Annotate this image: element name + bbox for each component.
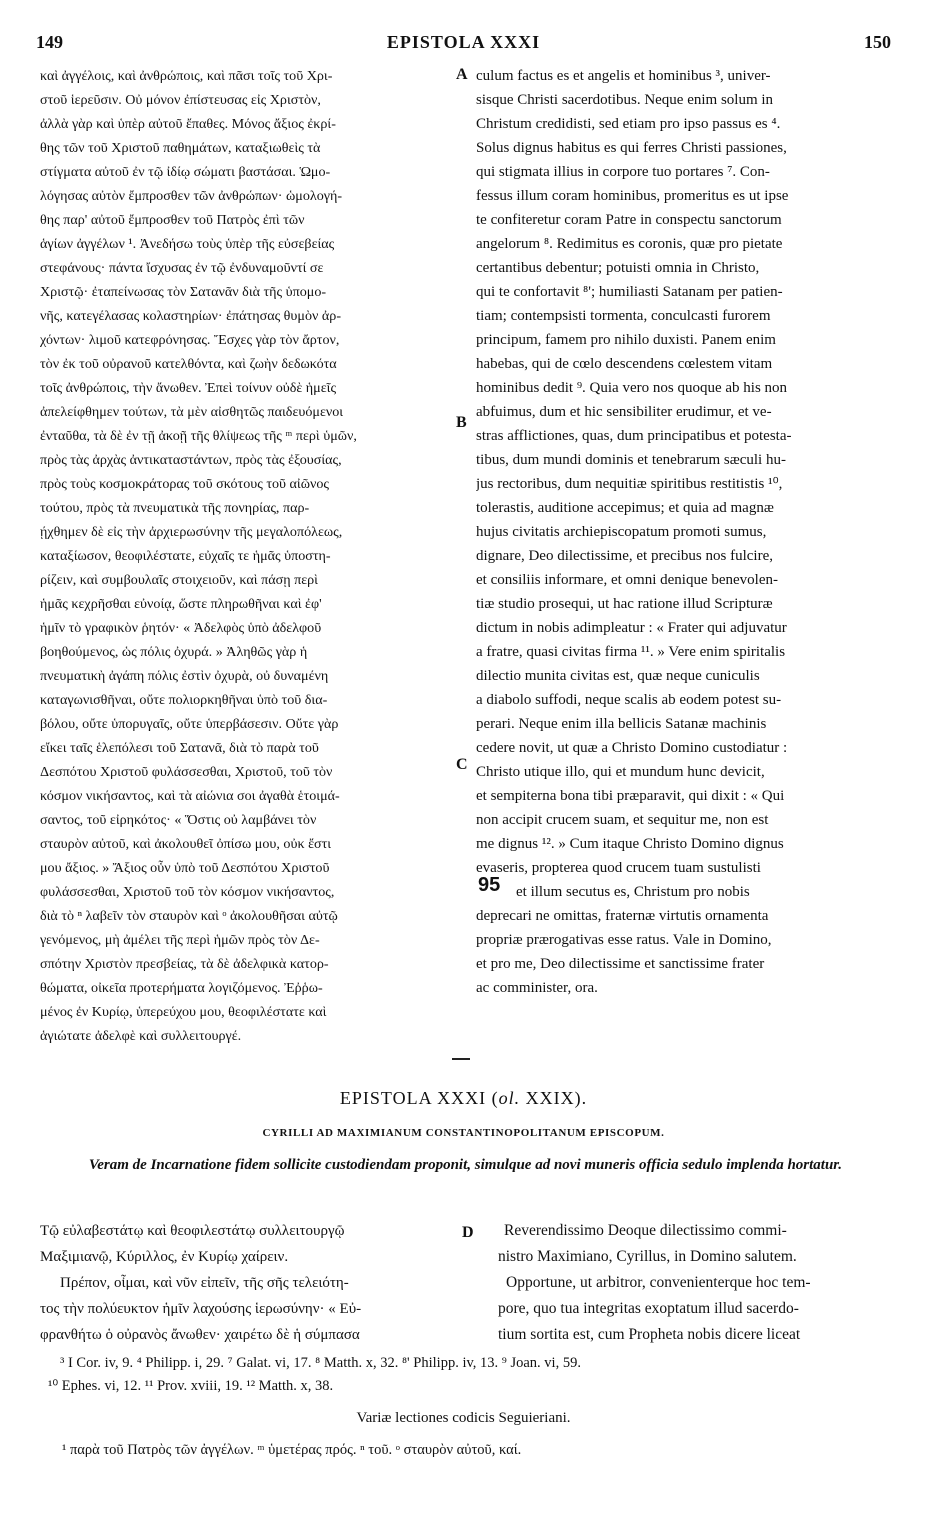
text-line: ἡμῖν τὸ γραφικὸν ῥητόν· « Ἀδελφὸς ὑπὸ ἀδελφοῦ <box>40 620 322 636</box>
text-line: hominibus dedit ⁹. Quia vero nos quoque ab his non <box>476 380 788 396</box>
text-line: μου ἄξιος. » Ἄξιος οὖν ὑπὸ τοῦ Δεσπότου Χριστοῦ <box>40 860 330 876</box>
text-line: culum factus es et angelis et hominibus ³, univer- <box>476 68 771 84</box>
text-line: tiæ studio prosequi, ut hac ratione illud Scripturæ <box>476 596 773 612</box>
epistle-subtitle: CYRILLI AD MAXIMIANUM CONSTANTINOPOLITANUM EPISCOPUM. <box>262 1127 665 1139</box>
text-line: τος τὴν πολύευκτον ἡμῖν λαχούσης ἱερωσύνην· « Εὐ- <box>40 1301 362 1317</box>
text-line: ἐνταῦθα, τὰ δὲ ἐν τῇ ἀκοῇ τῆς θλίψεως τῆς ᵐ περὶ ὑμῶν, <box>40 428 357 444</box>
text-line: κόσμον νικήσαντος, καὶ τὰ αἰώνια σοι ἀγαθὰ ἑτοιμά- <box>40 788 340 804</box>
text-line: Solus dignus habitus es qui ferres Christi passiones, <box>476 140 787 156</box>
text-line: βόλου, οὔτε ὑπορυγαῖς, οὔτε ὑπερβάσεσιν. Οὔτε γὰρ <box>40 716 339 732</box>
text-line: tiam; contempsisti tormenta, conculcasti furorem <box>476 308 771 324</box>
latin-salutation-column <box>498 1218 894 1348</box>
text-line: dignare, Deo dilectissime, et precibus nos fulcire, <box>476 548 773 564</box>
text-line: a fratre, quasi civitas firma ¹¹. » Vere enim spiritalis <box>476 644 786 660</box>
text-line: dilectio munita civitas est, quæ neque cuniculis <box>476 668 760 684</box>
text-line: καταγωνισθῆναι, οὔτε πολιορκηθῆναι ὑπὸ τοῦ δια- <box>40 692 328 708</box>
text-line: θώματα, οἰκεῖα προτερήματα λογιζόμενος. Ἐῤῥω- <box>40 980 323 996</box>
page-number-right: 150 <box>864 32 891 52</box>
text-line: στεφάνους· πάντα ἴσχυσας ἐν τῷ ἐνδυναμοῦντί σε <box>40 260 324 276</box>
text-line: et pro me, Deo dilectissime et sanctissime frater <box>476 956 765 972</box>
epistle-title: EPISTOLA XXXI (ol. XXIX). <box>339 1088 588 1108</box>
text-line: χόντων· λιμοῦ κατεφρόνησας. Ἔσχες γὰρ τὸν ἄρτον, <box>40 332 340 348</box>
latin-text-column <box>476 64 894 1000</box>
text-line: καταξίωσον, θεοφιλέστατε, εὐχαῖς τε ἡμᾶς ὑποστη- <box>40 548 331 564</box>
text-line: στοῦ ἱερεῦσιν. Οὐ μόνον ἐπίστευσας εἰς Χριστὸν, <box>40 92 321 108</box>
text-line: jus rectoribus, dum nequitiæ spiritibus restitistis ¹⁰, <box>476 476 783 492</box>
text-line: a diabolo suffodi, neque scalis ab eodem potest su- <box>476 692 782 708</box>
text-line: pore, quo tua integritas exoptatum illud sacerdo- <box>498 1300 799 1317</box>
margin-letter-d: D <box>462 1224 474 1241</box>
text-line: νῆς, κατεγέλασας κολαστηρίων· ἐπάτησας θυμὸν ἀρ- <box>40 308 342 324</box>
text-line: τούτου, πρὸς τὰ πνευματικὰ τῆς πονηρίας, παρ- <box>40 500 310 516</box>
text-line: λόγησας αὐτὸν ἔμπροσθεν τῶν ἀνθρώπων· ὡμολογή- <box>40 188 343 204</box>
text-line: tium sortita est, cum Propheta nobis dicere liceat <box>498 1326 801 1343</box>
text-line: θης παρ' αὐτοῦ ἔμπροσθεν τοῦ Πατρὸς ἐπὶ τῶν <box>40 212 305 228</box>
text-line: ἁγιώτατε ἀδελφὲ καὶ συλλειτουργέ. <box>40 1028 242 1044</box>
text-line: Τῷ εὐλαβεστάτῳ καὶ θεοφιλεστάτῳ συλλειτουργῷ <box>40 1223 345 1239</box>
greek-salutation-column <box>40 1218 455 1348</box>
text-line: σπότην Χριστὸν πρεσβείας, τὰ δὲ ἀδελφικὰ κατορ- <box>40 956 329 972</box>
text-line: εἴκει ταῖς ἑλεπόλεσι τοῦ Σατανᾶ, διὰ τὸ παρὰ τοῦ <box>40 740 319 756</box>
text-line: ac comminister, ora. <box>476 980 598 996</box>
text-line: Χριστῷ· ἐταπείνωσας τὸν Σατανᾶν διὰ τῆς ὑπομο- <box>40 284 327 300</box>
text-line: Πρέπον, οἶμαι, καὶ νῦν εἰπεῖν, τῆς σῆς τελειότη- <box>60 1275 349 1291</box>
text-line: θης τῶν τοῦ Χριστοῦ παθημάτων, καταξιωθεὶς τὰ <box>40 140 321 156</box>
text-line: evaseris, propterea quod crucem tuam sustulisti <box>476 860 761 876</box>
text-line: principum, famem pro nihilo duxisti. Panem enim <box>476 332 776 348</box>
epistle-argument: Veram de Incarnatione fidem sollicite custodiendam proponit, simulque ad novi muneris officia sedulo implenda hortatur. <box>88 1157 843 1173</box>
margin-letter-b: B <box>456 414 467 431</box>
text-line: Reverendissimo Deoque dilectissimo commi- <box>504 1222 787 1239</box>
text-line: cedere novit, ut quæ a Christo Domino custodiatur : <box>476 740 788 756</box>
variants-line: ¹ παρὰ τοῦ Πατρὸς τῶν ἀγγέλων. ᵐ ὑμετέρας πρός. ⁿ τοῦ. ᵒ σταυρὸν αὐτοῦ, καί. <box>62 1442 522 1458</box>
text-line: angelorum ⁸. Redimitus es coronis, quæ pro pietate <box>476 236 783 252</box>
text-line: nistro Maximiano, Cyrillus, in Domino salutem. <box>498 1248 797 1265</box>
text-line: φρανθήτω ὁ οὐρανὸς ἄνωθεν· χαιρέτω δὲ ἡ σύμπασα <box>40 1327 360 1343</box>
section-separator <box>452 1058 470 1060</box>
header-title: EPISTOLA XXXI <box>386 32 541 52</box>
text-line: Μαξιμιανῷ, Κύριλλος, ἐν Κυρίῳ χαίρειν. <box>40 1249 289 1265</box>
text-line: ἁγίων ἀγγέλων ¹. Ἀνεδήσω τοὺς ὑπὲρ τῆς εὐσεβείας <box>40 236 335 252</box>
text-line: habebas, qui de cœlo descendens cœlestem vitam <box>476 356 773 372</box>
text-line: tolerastis, auditione accepimus; et quia ad magnæ <box>476 500 774 516</box>
text-line: me dignus ¹². » Cum itaque Christo Domino dignus <box>476 836 784 852</box>
margin-letter-c: C <box>456 756 468 773</box>
text-line: τὸν ἐκ τοῦ οὐρανοῦ κατελθόντα, καὶ ζωὴν δεδωκότα <box>40 356 337 372</box>
footnote-line: ¹⁰ Ephes. vi, 12. ¹¹ Prov. xviii, 19. ¹² Matth. x, 38. <box>48 1378 334 1394</box>
text-line: certantibus debentur; potuisti omnia in Christo, <box>476 260 760 276</box>
text-line: ἀπελείφθημεν τούτων, τὰ μὲν αἰσθητῶς παιδευόμενοι <box>40 404 344 420</box>
column-number: 95 <box>478 874 501 896</box>
text-line: non accipit crucem suam, et sequitur me, non est <box>476 812 769 828</box>
text-line: perari. Neque enim illa bellicis Satanæ machinis <box>476 716 767 732</box>
text-line: hujus civitatis archiepiscopatum promoti sumus, <box>476 524 767 540</box>
margin-letter-a: A <box>456 66 468 83</box>
text-line: σταυρὸν αὐτοῦ, καὶ ἀκολουθεῖ ὀπίσω μου, οὐκ ἔστι <box>40 836 332 852</box>
text-line: σαντος, τοῦ εἰρηκότος· « Ὅστις οὐ λαμβάνει τὸν <box>40 812 317 828</box>
running-header <box>36 32 891 60</box>
text-line: deprecari ne omittas, fraternæ virtutis ornamenta <box>476 908 769 924</box>
text-line: Christo utique illo, qui et mundum hunc devicit, <box>476 764 765 780</box>
text-line: qui stigmata illius in corpore tuo portares ⁷. Con- <box>476 164 770 180</box>
text-line: abfuimus, dum et hic sensibiliter erudimur, et ve- <box>476 404 772 420</box>
text-line: γενόμενος, μὴ ἀμέλει τῆς περὶ ἡμῶν πρὸς τὸν Δε- <box>40 932 320 948</box>
text-line: πνευματικὴ ἀγάπη πόλις ἐστὶν ὀχυρὰ, οὐ δυναμένη <box>40 668 329 684</box>
text-line: et sempiterna bona tibi præparavit, qui dixit : « Qui <box>476 788 785 804</box>
footnote-line: ³ I Cor. iv, 9. ⁴ Philipp. i, 29. ⁷ Galat. vi, 17. ⁸ Matth. x, 32. ⁸' Philipp. iv, 13. ⁹ Joan. vi, 59. <box>60 1355 581 1371</box>
text-line: πρὸς τοὺς κοσμοκράτορας τοῦ σκότους τοῦ αἰῶνος <box>40 476 329 492</box>
text-line: στίγματα αὐτοῦ ἐν τῷ ἰδίῳ σώματι βαστάσαι. Ὡμο- <box>40 164 331 180</box>
variants-title: Variæ lectiones codicis Seguieriani. <box>356 1410 571 1426</box>
text-line: sisque Christi sacerdotibus. Neque enim solum in <box>476 92 774 108</box>
text-line: te confiteretur coram Patre in conspectu sanctorum <box>476 212 782 228</box>
text-line: φυλάσσεσθαι, Χριστοῦ τοῦ τὸν κόσμον νικήσαντος, <box>40 884 335 900</box>
page-number-left: 149 <box>36 32 63 52</box>
text-line: Christum credidisti, sed etiam pro ipso passus es ⁴. <box>476 116 781 132</box>
text-line: ῄχθημεν δὲ εἰς τὴν ἀρχιερωσύνην τῆς μεγαλοπόλεως, <box>40 524 343 540</box>
text-line: τοῖς ἀνθρώποις, τὴν ἄνωθεν. Ἐπεὶ τοίνυν οὐδὲ ἡμεῖς <box>40 380 337 396</box>
text-line: qui te confortavit ⁸'; humiliasti Satanam per patien- <box>476 284 783 300</box>
text-line: stras afflictiones, quas, dum principatibus et potesta- <box>476 428 792 444</box>
text-line: fessus illum coram hominibus, promeritus es ut ipse <box>476 188 789 204</box>
text-line: dictum in nobis adimpleatur : « Frater qui adjuvatur <box>476 620 787 636</box>
text-line: tibus, dum mundi dominis et tenebrarum sæculi hu- <box>476 452 786 468</box>
text-line: et illum secutus es, Christum pro nobis <box>516 884 750 900</box>
text-line: διὰ τὸ ⁿ λαβεῖν τὸν σταυρὸν καὶ ᵒ ἀκολουθῆσαι αὐτῷ <box>40 908 338 924</box>
text-line: ἀλλὰ γὰρ καὶ ὑπὲρ αὐτοῦ ἔπαθες. Μόνος ἄξιος ἐκρί- <box>40 116 336 132</box>
text-line: καὶ ἀγγέλοις, καὶ ἀνθρώποις, καὶ πᾶσι τοῖς τοῦ Χρι- <box>40 68 333 84</box>
text-line: βοηθούμενος, ὡς πόλις ὀχυρά. » Ἀληθῶς γὰρ ἡ <box>40 644 308 660</box>
text-line: ἡμᾶς κεχρῆσθαι εὐνοίᾳ, ὥστε πληρωθῆναι καὶ ἐφ' <box>40 596 322 612</box>
text-line: et consiliis informare, et omni denique benevolen- <box>476 572 778 588</box>
text-line: ρίζειν, καὶ συμβουλαῖς στοιχειοῦν, καὶ πάσῃ περὶ <box>40 572 318 588</box>
greek-text-column <box>40 64 455 1048</box>
text-line: propriæ prærogativas esse ratus. Vale in Domino, <box>476 932 772 948</box>
text-line: μένος ἐν Κυρίῳ, ὑπερεύχου μου, θεοφιλέστατε καὶ <box>40 1004 327 1020</box>
text-line: Opportune, ut arbitror, convenienterque hoc tem- <box>506 1274 811 1291</box>
text-line: πρὸς τὰς ἀρχὰς ἀντικαταστάντων, πρὸς τὰς ἐξουσίας, <box>40 452 342 468</box>
text-line: Δεσπότου Χριστοῦ φυλάσσεσθαι, Χριστοῦ, τοῦ τὸν <box>40 764 333 780</box>
